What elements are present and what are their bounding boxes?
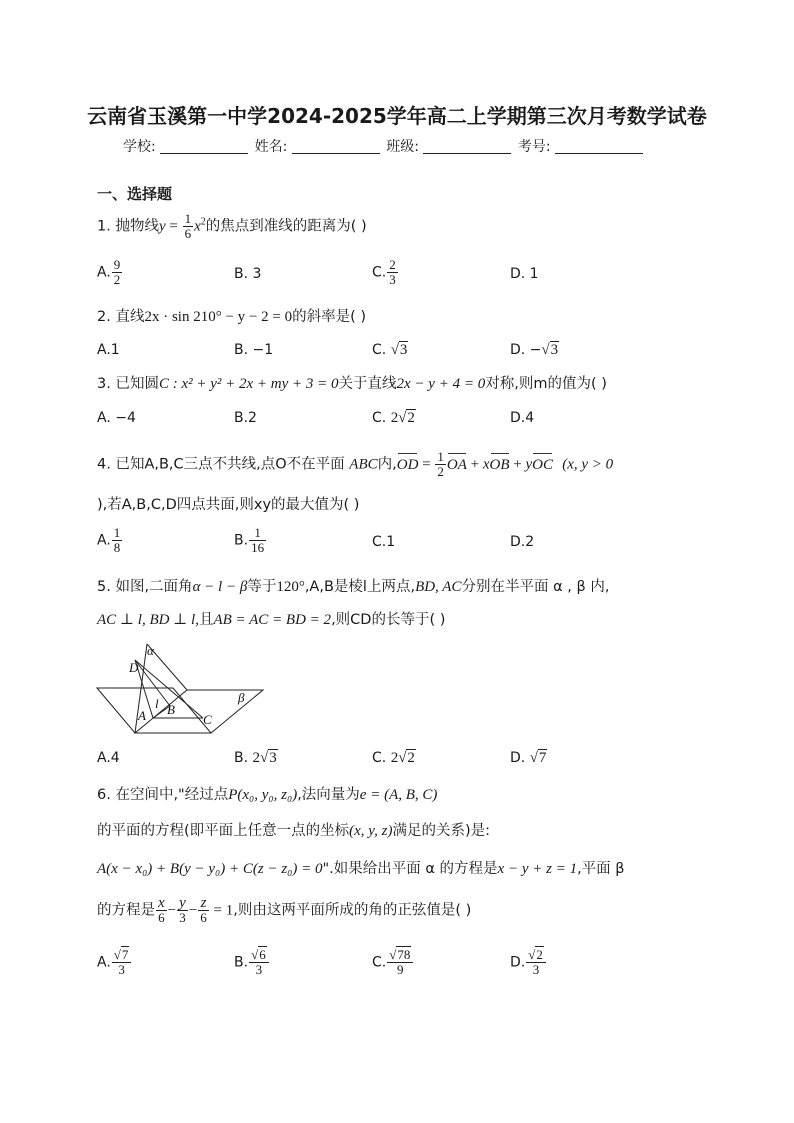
school-field[interactable] [160,139,248,154]
dihedral-angle-figure [95,638,270,740]
number-field[interactable] [555,139,643,154]
math-expr: 2x · sin 210° − y − 2 = 0 [144,309,293,325]
option-d[interactable]: D. 1 [510,266,539,282]
question-5: 5. 如图,二面角α − l − β等于120°,A,B是棱l上两点,BD, AC分别在半平面 α , β 内, [97,579,610,595]
question-6: 6. 在空间中,"经过点P(x₀, y₀, z₀),法向量为e = (A, B, C) [97,787,438,803]
option-c[interactable]: C. 2√2 [372,750,415,766]
label-b: B [167,702,175,717]
name-field[interactable] [292,139,380,154]
option-c[interactable]: C. $\frac{2}{3}$ [372,257,396,287]
option-d[interactable]: D. √7 [510,750,547,766]
option-a[interactable]: A.4 [97,750,120,766]
question-6-line4: 的方程是 $\frac{x}{6}$ − $\frac{y}{3}$ − $\frac{z}{6}$ = 1,则由这两平面所成的角的正弦值是( ) [97,895,472,925]
option-a[interactable]: A. $\frac{9}{2}$ [97,257,121,287]
option-b[interactable]: B. 3 [234,266,262,282]
page-title: 云南省玉溪第一中学2024-2025学年高二上学期第三次月考数学试卷 [87,104,707,128]
option-a[interactable]: A.1 [97,342,120,358]
option-b[interactable]: B. $\frac{√6}{3}$ [234,948,270,977]
question-5-cont: AC ⊥ l, BD ⊥ l,且AB = AC = BD = 2,则CD的长等于( ) [97,612,446,628]
number-label: 考号: [517,139,551,155]
option-a[interactable]: A. −4 [97,410,136,426]
question-6-line2: 的平面的方程(即平面上任意一点的坐标(x, y, z)满足的关系)是: [97,823,491,839]
question-4: 4. 已知A,B,C三点不共线,点O不在平面 ABC内,OD = $\frac{1}{2}$ OA + xOB + yOC (x, y > 0 [97,449,614,479]
option-b[interactable]: B. 2√3 [234,750,277,766]
name-label: 姓名: [254,139,288,155]
option-d[interactable]: D.2 [510,534,535,550]
label-alpha: α [147,643,154,658]
question-4-cont: ),若A,B,C,D四点共面,则xy的最大值为( ) [97,497,360,513]
question-6-line3: A(x − x₀) + B(y − y₀) + C(z − z₀) = 0".如果给出平面 α 的方程是x − y + z = 1,平面 β [97,861,625,877]
option-b[interactable]: B. −1 [234,342,274,358]
math-expr: y [158,218,166,235]
option-d[interactable]: D. $\frac{√2}{3}$ [510,948,547,977]
option-c[interactable]: C. $\frac{√78}{9}$ [372,948,414,977]
option-b[interactable]: B.2 [234,410,257,426]
option-b[interactable]: B. $\frac{1}{16}$ [234,525,265,555]
option-a[interactable]: A. $\frac{√7}{3}$ [97,948,132,977]
option-a[interactable]: A. $\frac{1}{8}$ [97,525,121,555]
math-expr: C : x² + y² + 2x + my + 3 = 0 [158,376,339,392]
question-3: 3. 已知圆C : x² + y² + 2x + my + 3 = 0关于直线2x − y + 4 = 0对称,则m的值为( ) [97,376,607,392]
option-d[interactable]: D.4 [510,410,535,426]
class-field[interactable] [423,139,511,154]
option-c[interactable]: C.1 [372,534,396,550]
label-c: C [203,712,212,727]
label-beta: β [238,690,245,705]
label-l: l [155,696,159,711]
question-1: 1. 抛物线y = $\frac{1}{6}$ $x^2$的焦点到准线的距离为( ) [97,211,367,241]
school-label: 学校: [123,139,156,155]
class-label: 班级: [386,139,419,155]
option-d[interactable]: D. −√3 [510,342,559,358]
section-heading: 一、选择题 [97,185,173,203]
label-d: D [129,660,139,675]
question-2: 2. 直线2x · sin 210° − y − 2 = 0的斜率是( ) [97,309,367,325]
option-c[interactable]: C. √3 [372,342,408,358]
option-c[interactable]: C. 2√2 [372,410,415,426]
label-a: A [138,708,146,723]
student-info [123,136,645,156]
